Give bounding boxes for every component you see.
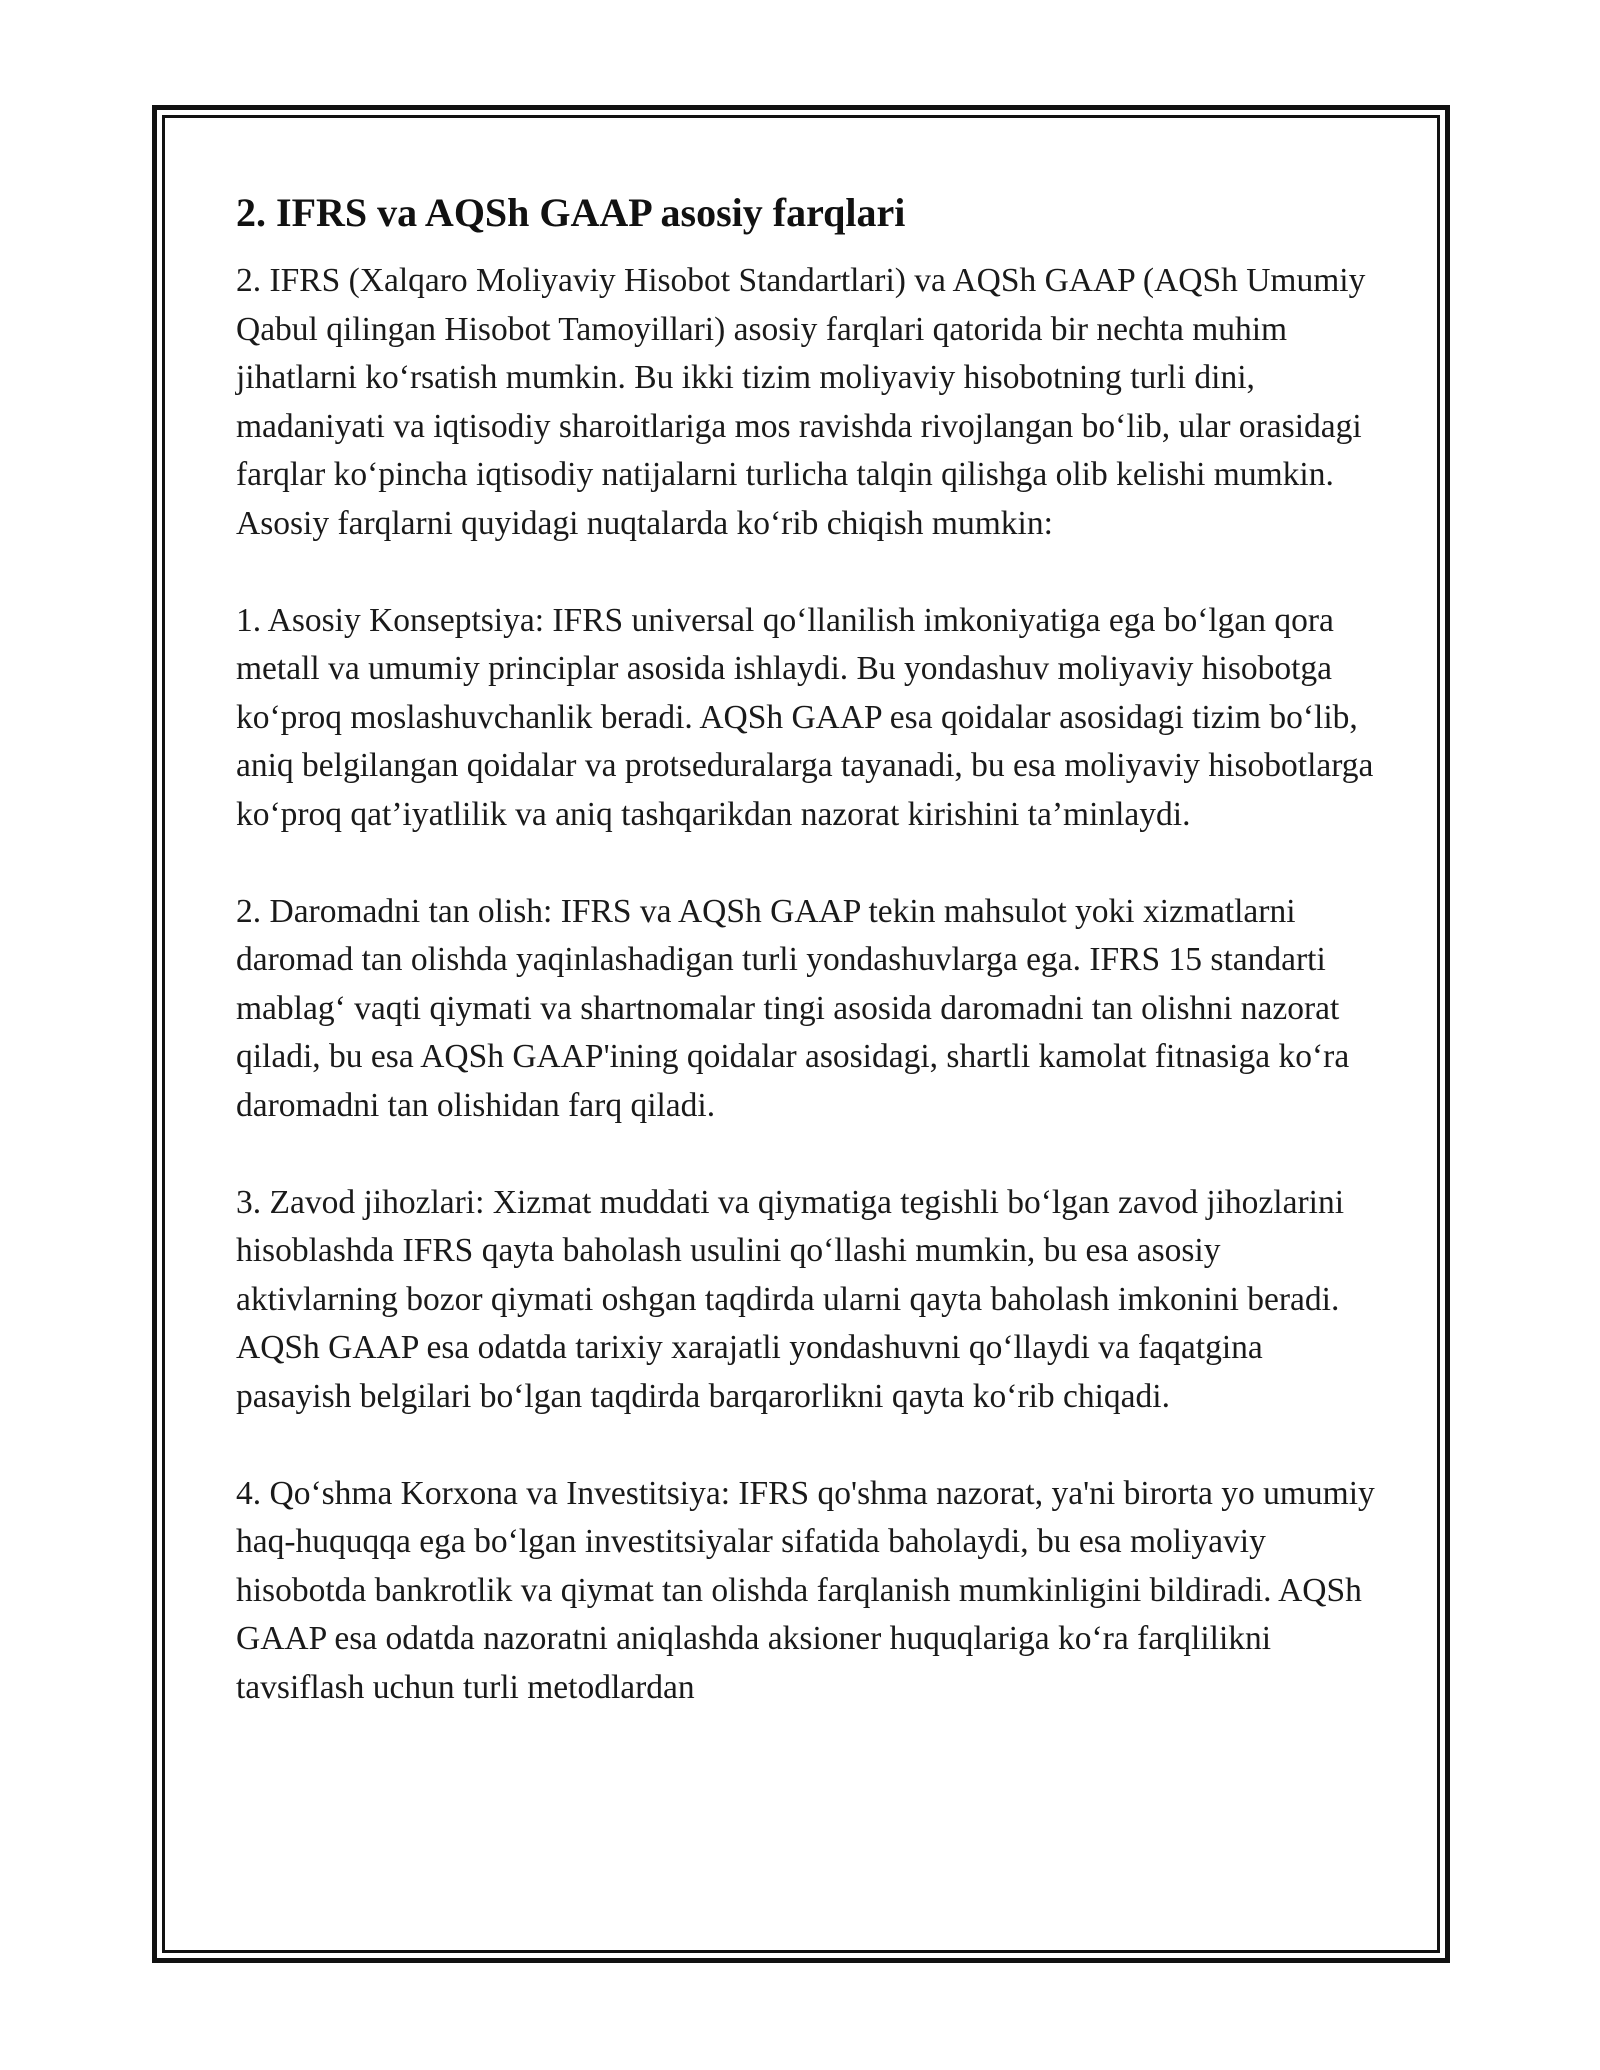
section-heading: 2. IFRS va AQSh GAAP asosiy farqlari [236,190,906,235]
paragraph-point-3: 3. Zavod jihozlari: Xizmat muddati va qiymatiga tegishli boʻlgan zavod jihozlarini hisoblashda IFRS qayta baholash usulini qoʻllashi mumkin, bu esa asosiy aktivlarning bozor qiymati oshgan taqdirda ularni qayta baholash imkonini beradi. AQSh GAAP esa odatda tarixiy xarajatli yondashuvni qoʻllaydi va faqatgina pasayish belgilari boʻlgan taqdirda barqarorlikni qayta koʻrib chiqadi. [236,1183,1345,1415]
paragraph-point-4: 4. Qoʻshma Korxona va Investitsiya: IFRS qo'shma nazorat, ya'ni birorta yo umumiy haq-huquqqa ega boʻlgan investitsiyalar sifatida baholaydi, bu esa moliyaviy hisobotda bankrotlik va qiymat tan olishda farqlanish mumkinligini bildiradi. AQSh GAAP esa odatda nazoratni aniqlashda aksioner huquqlariga koʻra farqlilikni tavsiflash uchun turli metodlardan [236,1474,1375,1706]
paragraph-point-2: 2. Daromadni tan olish: IFRS va AQSh GAAP tekin mahsulot yoki xizmatlarni daromad tan olishda yaqinlashadigan turli yondashuvlarga ega. IFRS 15 standarti mablagʻ vaqti qiymati va shartnomalar tingi asosida daromadni tan olishni nazorat qiladi, bu esa AQSh GAAP'ining qoidalar asosidagi, shartli kamolat fitnasiga koʻra daromadni tan olishidan farq qiladi. [236,892,1350,1124]
document-body [236,185,1376,1712]
paragraph-intro: 2. IFRS (Xalqaro Moliyaviy Hisobot Standartlari) va AQSh GAAP (AQSh Umumiy Qabul qilingan Hisobot Tamoyillari) asosiy farqlari qatorida bir nechta muhim jihatlarni koʻrsatish mumkin. Bu ikki tizim moliyaviy hisobotning turli dini, madaniyati va iqtisodiy sharoitlariga mos ravishda rivojlangan boʻlib, ular orasidagi farqlar koʻpincha iqtisodiy natijalarni turlicha talqin qilishga olib kelishi mumkin. Asosiy farqlarni quyidagi nuqtalarda koʻrib chiqish mumkin: [236,262,1366,542]
paragraph-point-1: 1. Asosiy Konseptsiya: IFRS universal qoʻllanilish imkoniyatiga ega boʻlgan qora metall va umumiy principlar asosida ishlaydi. Bu yondashuv moliyaviy hisobotga koʻproq moslashuvchanlik beradi. AQSh GAAP esa qoidalar asosidagi tizim boʻlib, aniq belgilangan qoidalar va protseduralarga tayanadi, bu esa moliyaviy hisobotlarga koʻproq qat’iyatlilik va aniq tashqarikdan nazorat kirishini ta’minlaydi. [236,601,1374,833]
